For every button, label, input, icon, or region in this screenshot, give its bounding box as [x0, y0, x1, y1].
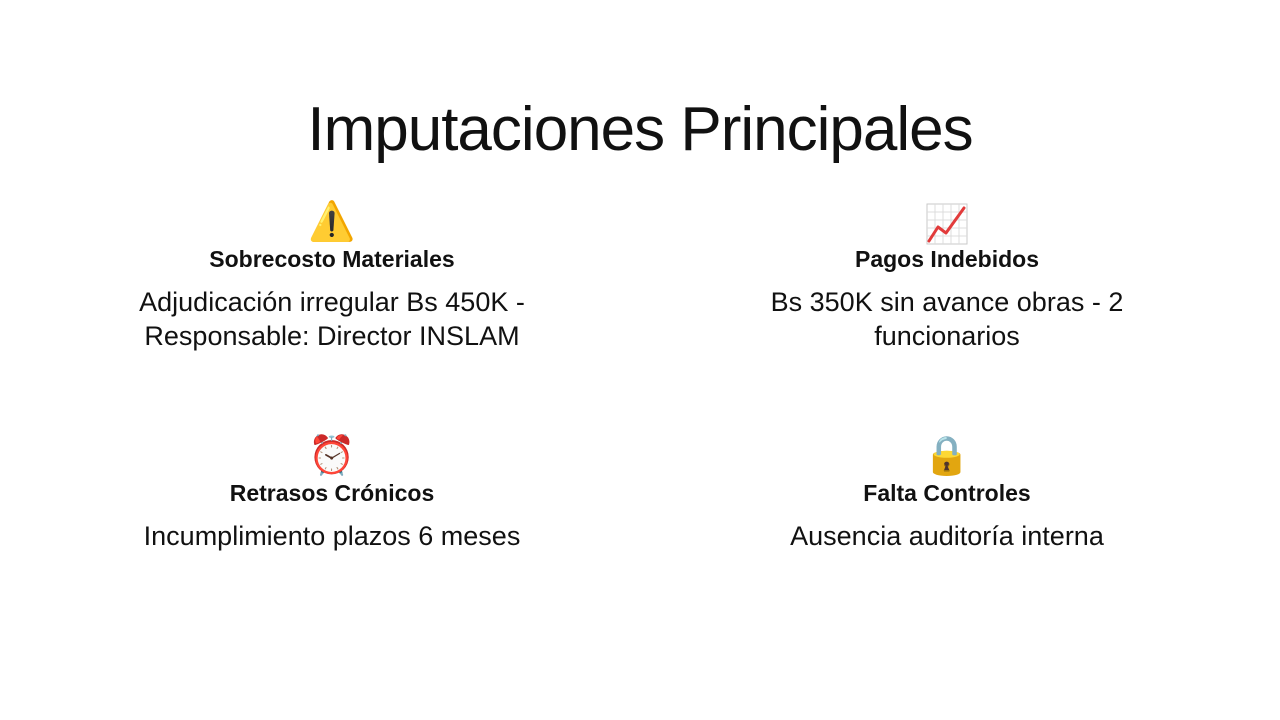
lock-icon: 🔒	[923, 435, 971, 477]
card-description: Bs 350K sin avance obras - 2 funcionarios	[770, 287, 1124, 351]
alarm-clock-icon: ⏰	[308, 435, 356, 477]
card-heading: Retrasos Crónicos	[229, 480, 435, 506]
card-heading: Pagos Indebidos	[854, 246, 1040, 272]
card-description: Incumplimiento plazos 6 meses	[143, 521, 521, 551]
card-heading: Falta Controles	[863, 480, 1031, 506]
warning-icon: ⚠️	[308, 201, 356, 243]
card-retrasos-cronicos	[92, 434, 572, 553]
card-falta-controles	[707, 434, 1187, 553]
card-description: Ausencia auditoría interna	[790, 521, 1104, 551]
card-pagos-indebidos	[707, 200, 1187, 353]
chart-increasing-icon	[707, 200, 1187, 244]
card-description: Adjudicación irregular Bs 450K - Responsable: Director INSLAM	[139, 287, 525, 351]
card-sobrecosto-materiales	[92, 200, 572, 353]
slide-title: Imputaciones Principales	[307, 94, 973, 164]
card-heading: Sobrecosto Materiales	[209, 246, 455, 272]
